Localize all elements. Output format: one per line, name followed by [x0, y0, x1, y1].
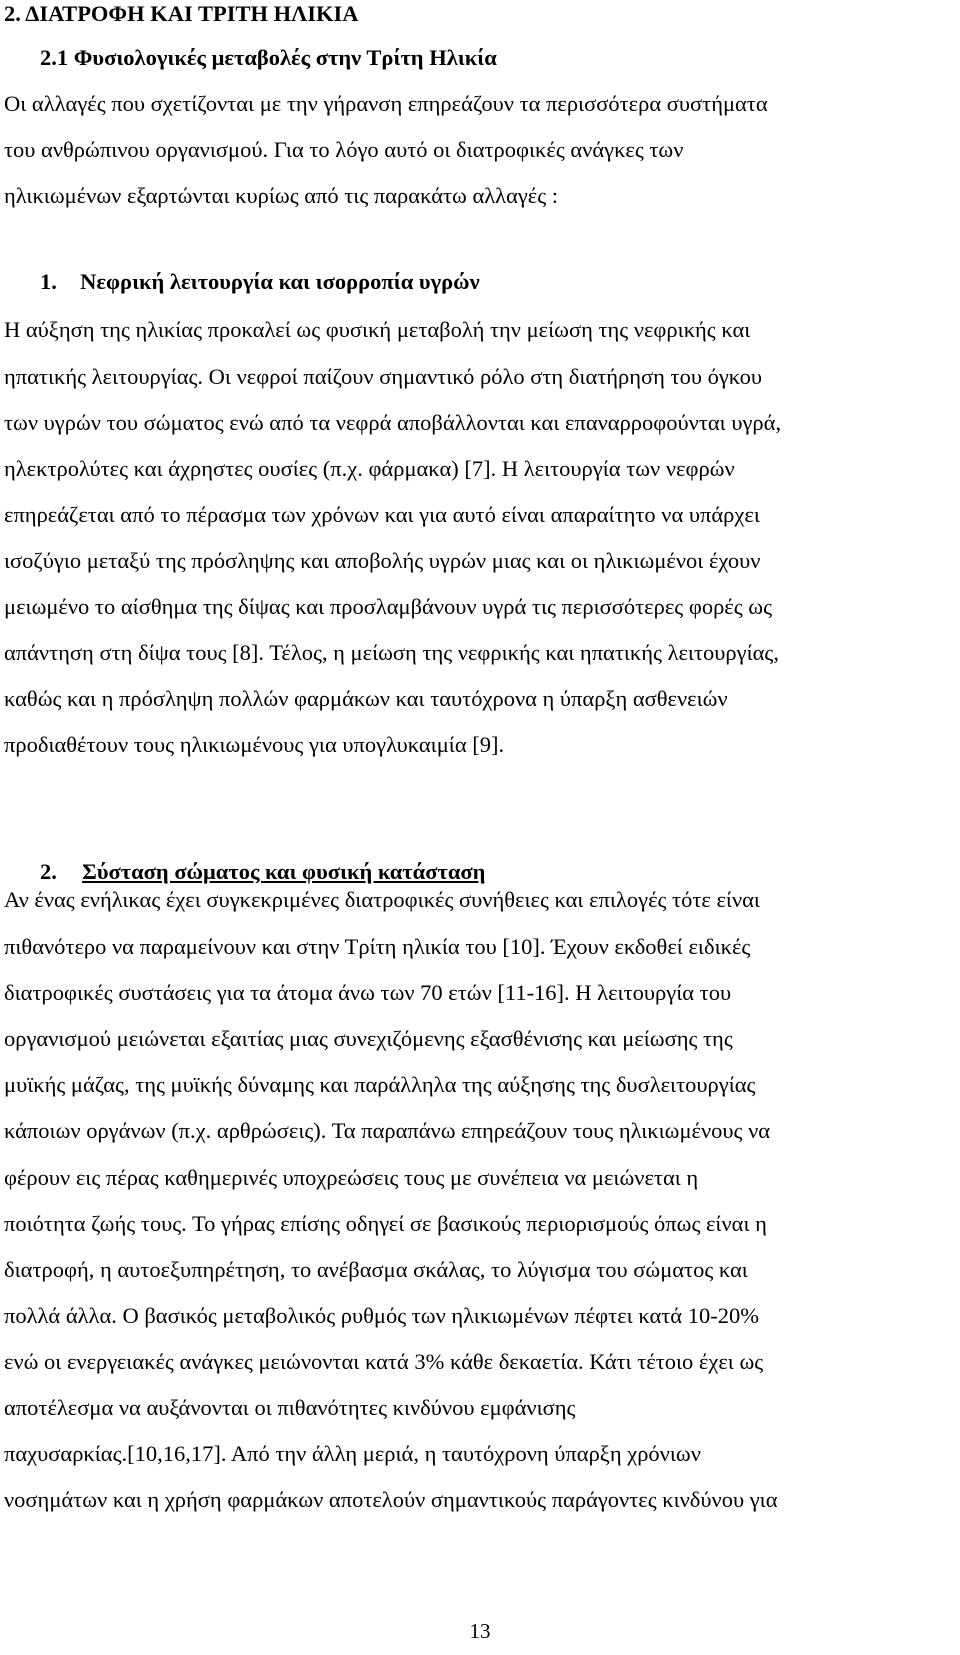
item-number: 2. [40, 859, 57, 884]
paragraph-line: ηπατικής λειτουργίας. Οι νεφροί παίζουν σημαντικό ρόλο στη διατήρηση του όγκου [4, 364, 763, 389]
paragraph-line: διατροφικές συστάσεις για τα άτομα άνω των 70 ετών [11-16]. Η λειτουργία του [4, 980, 732, 1005]
paragraph-line: μειωμένο το αίσθημα της δίψας και προσλαμβάνουν υγρά τις περισσότερες φορές ως [4, 594, 772, 619]
paragraph-line: αποτέλεσμα να αυξάνονται οι πιθανότητες κινδύνου εμφάνισης [4, 1395, 576, 1420]
paragraph-line: κάποιων οργάνων (π.χ. αρθρώσεις). Τα παραπάνω επηρεάζουν τους ηλικιωμένους να [4, 1118, 771, 1143]
item-title: Σύσταση σώματος και φυσική κατάσταση [82, 859, 486, 884]
paragraph-line: πολλά άλλα. Ο βασικός μεταβολικός ρυθμός των ηλικιωμένων πέφτει κατά 10-20% [4, 1303, 759, 1328]
paragraph-line: επηρεάζεται από το πέρασμα των χρόνων και για αυτό είναι απαραίτητο να υπάρχει [4, 502, 760, 527]
intro-line: ηλικιωμένων εξαρτώνται κυρίως από τις παρακάτω αλλαγές : [4, 183, 559, 208]
paragraph-line: διατροφή, η αυτοεξυπηρέτηση, το ανέβασμα σκάλας, το λύγισμα του σώματος και [4, 1257, 748, 1282]
paragraph-line: παχυσαρκίας.[10,16,17]. Από την άλλη μεριά, η ταυτόχρονη ύπαρξη χρόνιων [4, 1441, 701, 1466]
page-number: 13 [469, 1619, 491, 1643]
paragraph-line: πιθανότερο να παραμείνουν και στην Τρίτη ηλικία του [10]. Έχουν εκδοθεί ειδικές [4, 934, 751, 959]
section-title: 2.1 Φυσιολογικές μεταβολές στην Τρίτη Ηλικία [40, 45, 497, 70]
item-heading-2 [40, 858, 485, 886]
intro-line: του ανθρώπινου οργανισμού. Για το λόγο αυτό οι διατροφικές ανάγκες των [4, 137, 684, 162]
paragraph-line: μυϊκής μάζας, της μυϊκής δύναμης και παράλληλα της αύξησης της δυσλειτουργίας [4, 1072, 756, 1097]
paragraph-line: ενώ οι ενεργειακές ανάγκες μειώνονται κατά 3% κάθε δεκαετία. Κάτι τέτοιο έχει ως [4, 1349, 764, 1374]
paragraph-line: οργανισμού μειώνεται εξαιτίας μιας συνεχιζόμενης εξασθένισης και μείωσης της [4, 1026, 733, 1051]
paragraph-line: προδιαθέτουν τους ηλικιωμένους για υπογλυκαιμία [9]. [4, 732, 505, 757]
intro-line: Οι αλλαγές που σχετίζονται με την γήρανση επηρεάζουν τα περισσότερα συστήματα [4, 91, 768, 116]
paragraph-line: Αν ένας ενήλικας έχει συγκεκριμένες διατροφικές συνήθειες και επιλογές τότε είναι [4, 887, 760, 912]
item-number: 1. [40, 269, 57, 294]
chapter-title: 2. ΔΙΑΤΡΟΦΗ ΚΑΙ ΤΡΙΤΗ ΗΛΙΚΙΑ [4, 1, 359, 26]
paragraph-line: ποιότητα ζωής τους. Το γήρας επίσης οδηγεί σε βασικούς περιορισμούς όπως είναι η [4, 1211, 767, 1236]
item-title: Νεφρική λειτουργία και ισορροπία υγρών [80, 269, 480, 294]
paragraph-line: Η αύξηση της ηλικίας προκαλεί ως φυσική μεταβολή την μείωση της νεφρικής και [4, 317, 751, 342]
paragraph-line: ισοζύγιο μεταξύ της πρόσληψης και αποβολής υγρών μιας και οι ηλικιωμένοι έχουν [4, 548, 761, 573]
paragraph-line: των υγρών του σώματος ενώ από τα νεφρά αποβάλλονται και επαναρροφούνται υγρά, [4, 410, 782, 435]
paragraph-line: καθώς και η πρόσληψη πολλών φαρμάκων και ταυτόχρονα η ύπαρξη ασθενειών [4, 686, 728, 711]
paragraph-line: απάντηση στη δίψα τους [8]. Τέλος, η μείωση της νεφρικής και ηπατικής λειτουργίας, [4, 640, 779, 665]
paragraph-line: ηλεκτρολύτες και άχρηστες ουσίες (π.χ. φάρμακα) [7]. Η λειτουργία των νεφρών [4, 456, 735, 481]
paragraph-line: φέρουν εις πέρας καθημερινές υποχρεώσεις τους με συνέπεια να μειώνεται η [4, 1165, 699, 1190]
paragraph-line: νοσημάτων και η χρήση φαρμάκων αποτελούν σημαντικούς παράγοντες κινδύνου για [4, 1487, 778, 1512]
item-heading-1 [40, 268, 480, 296]
